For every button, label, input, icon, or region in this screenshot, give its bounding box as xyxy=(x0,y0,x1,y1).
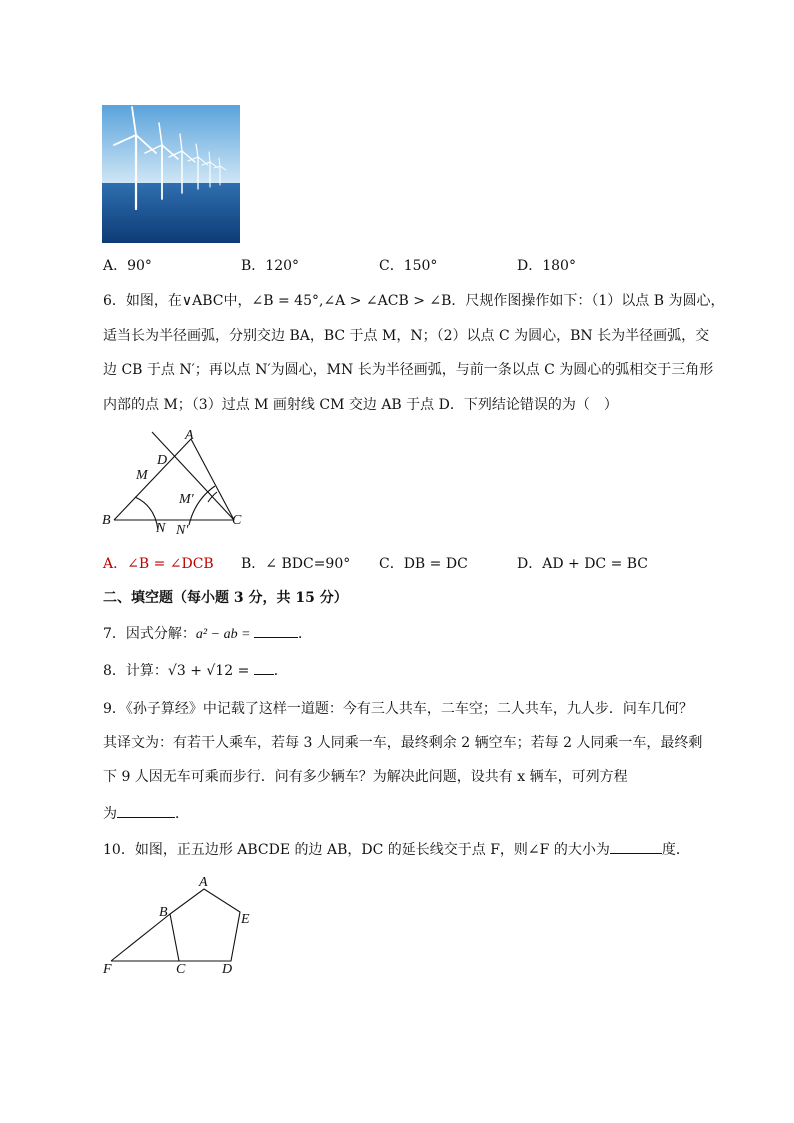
q8-expression: √3 + √12 = xyxy=(167,663,254,679)
q9-line-4 xyxy=(103,803,189,824)
q6-option-c: C．DB = DC xyxy=(379,556,468,572)
q7-prefix: 7．因式分解： xyxy=(103,626,196,642)
label-n-prime: N′ xyxy=(176,523,189,538)
q9-line-4-suffix: ． xyxy=(175,806,189,822)
label-a: A xyxy=(185,428,194,443)
wind-turbine-photo xyxy=(102,105,240,243)
q10-prefix: 10．如图，正五边形 ABCDE 的边 AB，DC 的延长线交于点 F，则∠F 的大小为 xyxy=(103,842,610,858)
q10-answer-blank[interactable] xyxy=(610,839,662,854)
q9-line-1: 9．《孙子算经》中记载了这样一道题：今有三人共车，二车空；二人共车，九人步．问车几何？ xyxy=(103,701,693,717)
label-e: E xyxy=(241,912,250,927)
label-d: D xyxy=(157,453,168,468)
q6-option-b: B．∠ BDC=90° xyxy=(241,556,351,572)
q6-line-4: 内部的点 M；（3）过点 M 画射线 CM 交边 AB 于点 D．下列结论错误的为（ ） xyxy=(103,397,618,413)
q6-option-d: D．AD + DC = BC xyxy=(517,556,649,572)
label-b: B xyxy=(159,905,168,920)
q6-figure-labels xyxy=(102,428,242,538)
label-a: A xyxy=(199,875,208,890)
q7-suffix: ． xyxy=(298,626,313,642)
q9-line-3: 下 9 人因无车可乘而步行．问有多少辆车？为解决此问题，设共有 x 辆车，可列方程 xyxy=(103,769,628,785)
q6-line-3: 边 CB 于点 N′；再以点 N′为圆心，MN 长为半径画弧，与前一条以点 C 为圆心的弧相交于三角形 xyxy=(103,362,714,378)
label-n: N xyxy=(156,521,166,536)
q8 xyxy=(103,660,288,681)
label-f: F xyxy=(103,962,112,977)
q5-option-c: C．150° xyxy=(379,258,438,274)
label-d: D xyxy=(222,962,233,977)
q5-option-d: D．180° xyxy=(517,258,576,274)
q9-answer-blank[interactable] xyxy=(117,803,175,818)
q10-suffix: 度． xyxy=(661,842,690,858)
q8-answer-blank[interactable] xyxy=(254,660,274,675)
q5-option-b: B．120° xyxy=(241,258,300,274)
q10 xyxy=(103,839,690,860)
label-c: C xyxy=(232,513,242,528)
q8-suffix: ． xyxy=(273,663,288,679)
q9-line-4-prefix: 为 xyxy=(103,806,117,822)
q9-line-2: 其译文为：有若干人乘车，若每 3 人同乘一车，最终剩余 2 辆空车；若每 2 人同乘一车，最终剩 xyxy=(103,735,703,751)
q5-option-a: A．90° xyxy=(103,258,152,274)
q6-triangle-figure xyxy=(95,424,255,540)
q6-line-2: 适当长为半径画弧，分别交边 BA，BC 于点 M，N；（2）以点 C 为圆心，BN 长为半径画弧，交 xyxy=(103,328,710,344)
q8-prefix: 8．计算： xyxy=(103,663,168,679)
q10-figure-labels xyxy=(102,875,250,977)
q6-option-a: A．∠B = ∠DCB xyxy=(103,556,214,572)
label-m: M xyxy=(136,468,148,483)
label-m-prime: M′ xyxy=(179,492,194,507)
q6-line-1: 6．如图，在∨ABC中，∠B = 45°,∠A > ∠ACB > ∠B．尺规作图操作如下：（1）以点 B 为圆心， xyxy=(103,293,725,309)
q7 xyxy=(103,623,312,645)
q7-expression: a² − ab = xyxy=(195,627,255,642)
q10-pentagon-figure xyxy=(100,872,265,980)
section-title: 二、填空题（每小题 3 分，共 15 分） xyxy=(103,590,348,606)
label-b: B xyxy=(102,513,111,528)
q7-answer-blank[interactable] xyxy=(254,623,298,638)
label-c: C xyxy=(176,962,186,977)
